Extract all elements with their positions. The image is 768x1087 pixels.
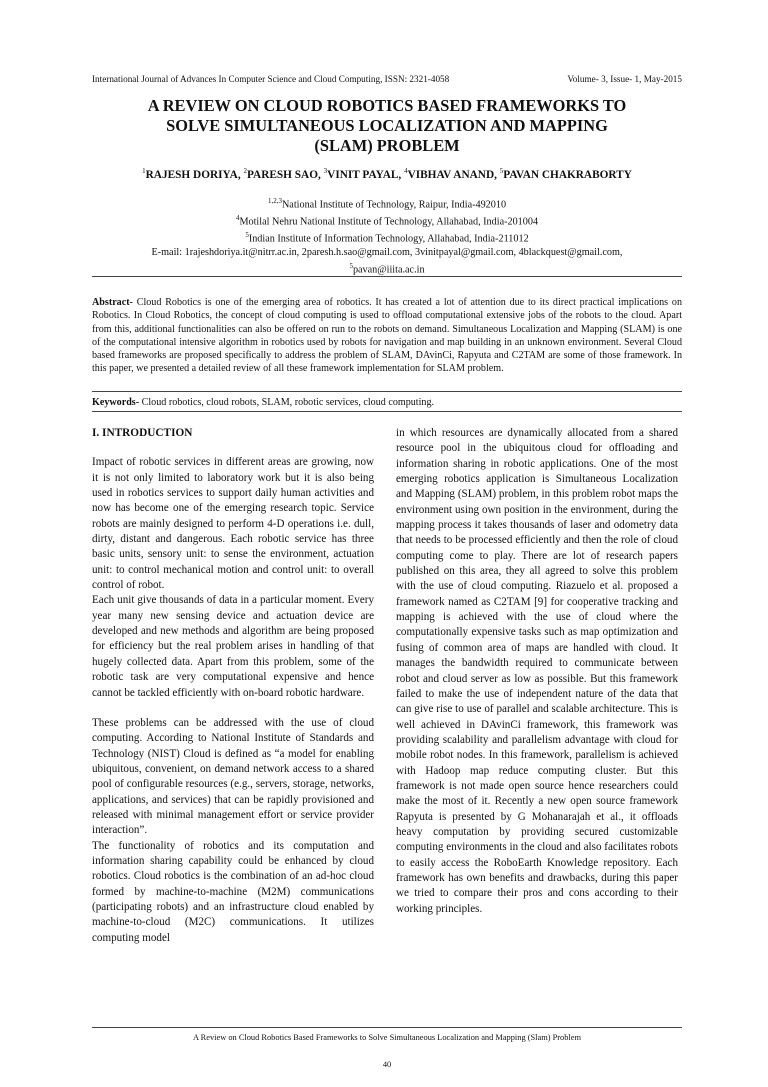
affiliation-index: 4 — [235, 213, 240, 222]
paragraph: in which resources are dynamically allocated from a shared resource pool in the ubiquitous cloud for offloading and information sharing in robotic applications. One of the most emerging robotics application is Simultaneous Localization and Mapping (SLAM) problem, in this problem robot maps the environment using own position in the environment, during the mapping process it takes thousands of laser and odometry data that needs to be processed efficiently and then the role of cloud computing come to play. There are lot of research papers published on this area, they all agreed to solve this problem with the use of cloud computing. Riazuelo et al. proposed a framework named as C2TAM [9] for cooperative tracking and mapping is achieved with the use of cloud where the computationally expensive tasks such as map optimization and fusing of common area of maps are handled with cloud. It manages the bandwidth required to communicate between robot and cloud server as low as possible. But this framework failed to make the use of independent nature of the data that can give rise to use of parallel and scalable architecture. This is well achieved in DAvinCi framework, this framework was providing scalability and parallelism advantage with cloud for mobile robot nodes. In this framework, parallelism is achieved with Hadoop map reduce computing cluster. But this framework is not made open source hence researchers could make the most of it. Recently a new open source framework Rapyuta is presented by G Mohanarajah et al., it offloads heavy computation by providing secured customizable computing environments in the cloud and also facilitates robots to easily access the RoboEarth Knowledge repository. Each framework has own benefits and drawbacks, during this paper we tried to compare their pros and cons according to their working principles. — [396, 427, 678, 915]
title-line: A REVIEW ON CLOUD ROBOTICS BASED FRAMEWORKS TO — [147, 96, 627, 115]
divider — [92, 411, 682, 412]
divider — [92, 391, 682, 392]
affiliation-index: 5 — [245, 230, 249, 239]
email-index: 5 — [349, 261, 353, 270]
paragraph: The functionality of robotics and its computation and information sharing capability could be enhanced by cloud robotics. Cloud robotics is the combination of an ad-hoc cloud formed by machine-to-machine (M2M) communications (participating robots) and an infrastructure cloud enabled by machine-to-cloud (M2C) communications. It utilizes computing model — [92, 839, 374, 944]
journal-volume: Volume- 3, Issue- 1, May-2015 — [567, 74, 682, 84]
abstract-text: Cloud Robotics is one of the emerging area of robotics. It has created a lot of attention due to its direct practical implications on Robotics. In Cloud Robotics, the concept of cloud computing is used to offload computational extensive jobs of the robots to the cloud. Apart from this, additional functionalities can also be offered on run to the robots on demand. Simultaneous Localization and Mapping (SLAM) is one of the computational intensive algorithm in robotics used by robots for navigation and map building in an unknown environment. Several Cloud based frameworks are proposed specifically to address the problem of SLAM, DAvinCi, Rapyuta and C2TAM are some of those framework. In this paper, we presented a detailed review of all these framework implementation for SLAM problem. — [92, 297, 682, 375]
author-name: RAJESH DORIYA, — [145, 168, 244, 181]
affiliation-text: Motilal Nehru National Institute of Technology, Allahabad, India-201004 — [239, 216, 539, 228]
page-number: 40 — [382, 1060, 392, 1069]
title-line: (SLAM) PROBLEM — [314, 136, 460, 155]
footer-divider — [92, 1027, 682, 1028]
paragraph: Each unit give thousands of data in a particular moment. Every year many new sensing device and actuation device are developed and new methods and algorithm are being proposed for efficiency but the real problem arises in handling of that hugely collected data. Apart from this problem, some of the robotic task are very computational expensive and hence cannot be tackled efficiently with on-board robotic hardware. — [92, 594, 374, 699]
right-column — [396, 426, 678, 917]
email-line — [92, 260, 682, 277]
abstract — [92, 296, 682, 376]
running-footer: A Review on Cloud Robotics Based Frameworks to Solve Simultaneous Localization and Mapping (Slam) Problem — [193, 1033, 581, 1042]
paper-title — [92, 96, 682, 156]
journal-header — [92, 74, 682, 84]
email-address: pavan@iiita.ac.in — [352, 263, 425, 275]
author-index: 3 — [323, 167, 328, 175]
affiliation — [92, 195, 682, 212]
author-index: 1 — [142, 167, 146, 175]
author-index: 5 — [499, 167, 504, 175]
affiliation — [92, 212, 682, 229]
abstract-label: Abstract- — [92, 297, 133, 308]
keywords-label: Keywords- — [92, 397, 140, 408]
affiliations — [92, 195, 682, 277]
paragraph-gap — [92, 701, 374, 716]
author-list — [92, 167, 682, 181]
author-name: VIBHAV ANAND, — [407, 168, 500, 181]
section-heading: I. INTRODUCTION — [92, 427, 193, 439]
divider — [92, 276, 682, 277]
affiliation-index: 1,2,3 — [267, 197, 282, 205]
author-index: 4 — [404, 167, 408, 175]
keywords-text: Cloud robotics, cloud robots, SLAM, robotic services, cloud computing. — [139, 397, 435, 408]
author-name: PAVAN CHAKRABORTY — [503, 168, 632, 181]
affiliation — [92, 229, 682, 246]
paragraph: These problems can be addressed with the use of cloud computing. According to National Institute of Standards and Technology (NIST) Cloud is defined as “a model for enabling ubiquitous, convenient, on demand network access to a shared pool of configurable resources (e.g., servers, storage, networks, applications, and services) that can be rapidly provisioned and released with minimal management effort or service provider interaction”. — [92, 716, 374, 837]
email-line: E-mail: 1rajeshdoriya.it@nitrr.ac.in, 2paresh.h.sao@gmail.com, 3vinitpayal@gmail.com, 4blackquest@gmail.com, — [151, 246, 623, 258]
journal-name: International Journal of Advances In Computer Science and Cloud Computing, ISSN: 2321-4058 — [92, 74, 450, 84]
author-name: PARESH SAO, — [246, 168, 324, 181]
author-index: 2 — [243, 167, 247, 175]
author-name: VINIT PAYAL, — [327, 168, 405, 181]
affiliation-text: Indian Institute of Information Technology, Allahabad, India-211012 — [248, 233, 529, 245]
affiliation-text: National Institute of Technology, Raipur, India-492010 — [281, 199, 507, 211]
left-column — [92, 426, 374, 946]
keywords — [92, 397, 682, 408]
paragraph: Impact of robotic services in different areas are growing, now it is not only limited to laboratory work but it is also being used in robotics services to support daily human activities and now has become one of the emerging research topic. Service robots are mainly designed to perform 4-D operations i.e. dull, dirty, distant and dangerous. Each robotic service has three basic units, sensory unit: to sense the environment, actuation unit: to control mechanical motion and control unit: to overall control of robot. — [92, 456, 374, 592]
title-line: SOLVE SIMULTANEOUS LOCALIZATION AND MAPPING — [166, 116, 608, 135]
